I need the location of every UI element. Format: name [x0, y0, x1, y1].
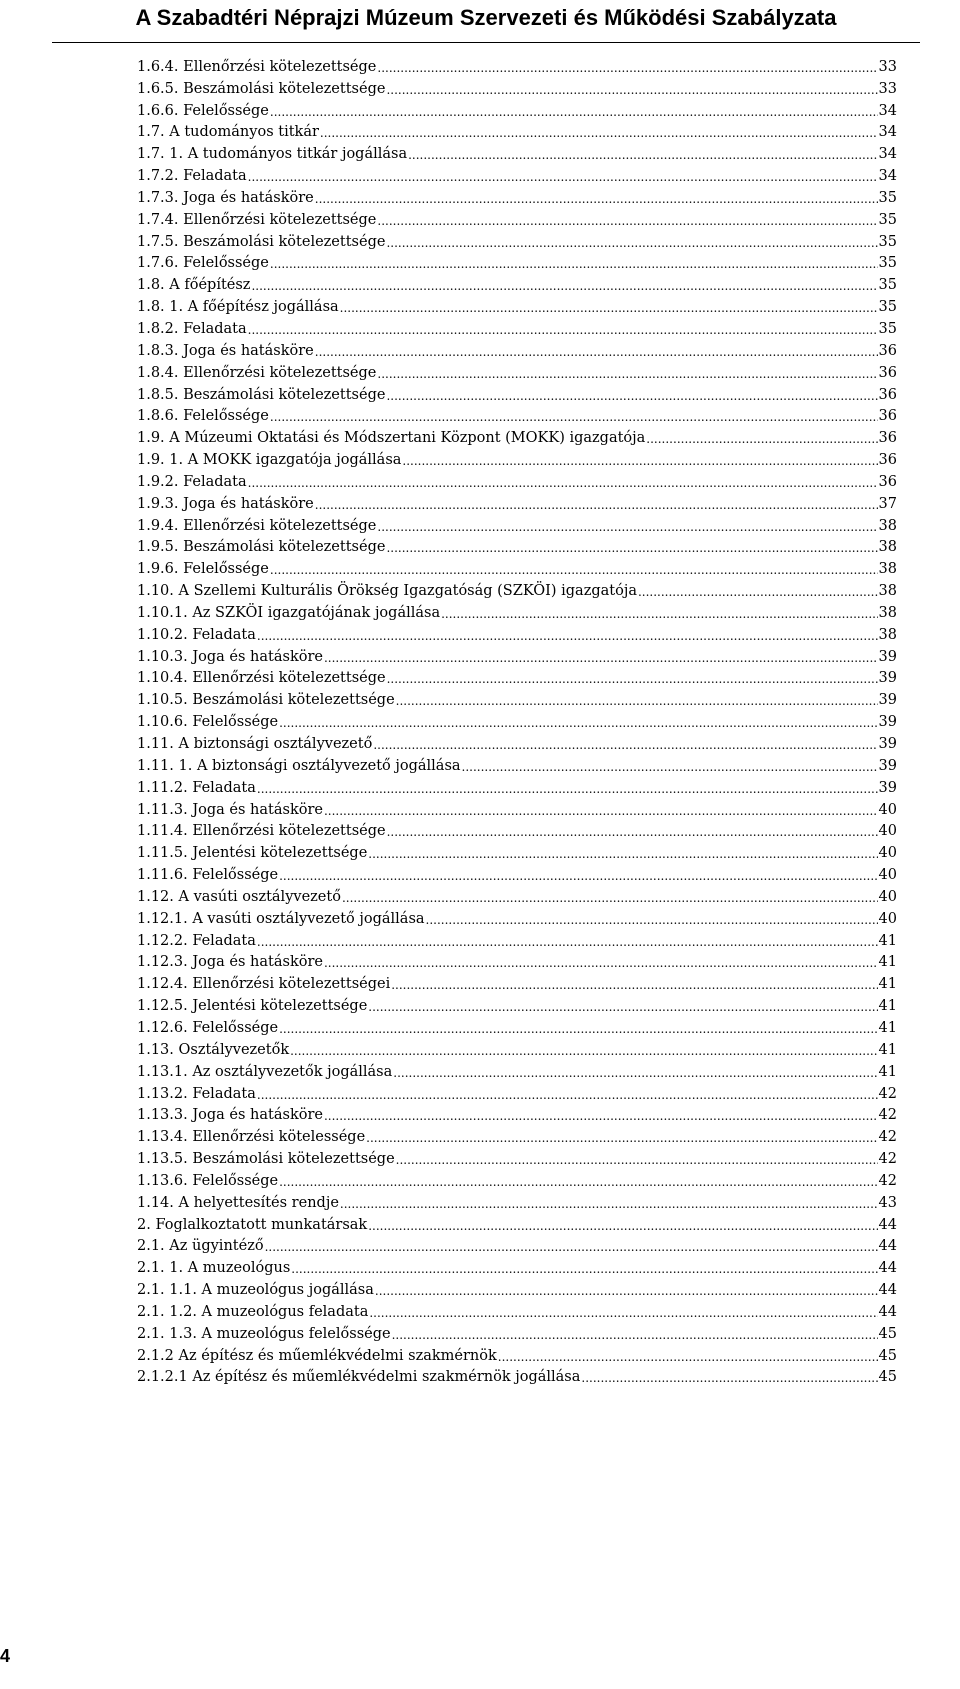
toc-entry-title: 1.13.5. Beszámolási kötelezettsége [137, 1151, 395, 1168]
toc-dot-leader [377, 367, 877, 382]
toc-entry-title: 2.1. 1. A muzeológus [137, 1260, 291, 1277]
toc-entry[interactable] [137, 1343, 897, 1365]
toc-entry-title: 1.11.6. Felelőssége [137, 867, 279, 884]
toc-dot-leader [638, 585, 878, 600]
toc-entry-page: 41 [878, 1041, 897, 1058]
toc-entry-title: 1.11.3. Joga és hatásköre [137, 801, 323, 818]
toc-entry-title: 1.9.3. Joga és hatásköre [137, 495, 314, 512]
toc-entry[interactable] [137, 535, 897, 557]
toc-entry[interactable] [137, 862, 897, 884]
toc-entry-title: 1.9.6. Felelőssége [137, 561, 269, 578]
table-of-contents [137, 54, 897, 1386]
toc-entry[interactable] [137, 1168, 897, 1190]
toc-entry-page: 44 [878, 1260, 897, 1277]
toc-dot-leader [324, 1109, 878, 1124]
toc-entry-page: 35 [878, 189, 897, 206]
toc-dot-leader [320, 126, 878, 141]
toc-entry-page: 38 [878, 626, 897, 643]
toc-entry[interactable] [137, 906, 897, 928]
toc-entry[interactable] [137, 54, 897, 76]
toc-entry-page: 44 [878, 1282, 897, 1299]
toc-entry-title: 1.12.4. Ellenőrzési kötelezettségei [137, 976, 391, 993]
toc-entry-page: 41 [878, 1063, 897, 1080]
toc-dot-leader [315, 345, 878, 360]
toc-entry-page: 42 [878, 1172, 897, 1189]
toc-entry[interactable] [137, 1146, 897, 1168]
toc-entry[interactable] [137, 993, 897, 1015]
toc-entry-title: 2.1.2.1 Az építész és műemlékvédelmi szakmérnök jogállása [137, 1369, 581, 1386]
toc-entry[interactable] [137, 1299, 897, 1321]
toc-entry-page: 41 [878, 998, 897, 1015]
toc-entry-title: 2.1. 1.3. A muzeológus felelőssége [137, 1325, 391, 1342]
toc-dot-leader [402, 454, 877, 469]
toc-entry-title: 1.8.6. Felelőssége [137, 408, 269, 425]
toc-dot-leader [315, 498, 878, 513]
toc-entry-page: 45 [878, 1325, 897, 1342]
toc-dot-leader [581, 1371, 877, 1386]
toc-dot-leader [373, 738, 877, 753]
toc-dot-leader [377, 520, 877, 535]
toc-entry[interactable] [137, 1037, 897, 1059]
toc-entry-page: 41 [878, 976, 897, 993]
toc-entry-title: 1.11. 1. A biztonsági osztályvezető jogállása [137, 757, 461, 774]
toc-entry[interactable] [137, 185, 897, 207]
toc-entry[interactable] [137, 425, 897, 447]
toc-dot-leader [369, 1306, 877, 1321]
toc-dot-leader [386, 83, 877, 98]
toc-entry[interactable] [137, 382, 897, 404]
toc-entry-page: 34 [878, 146, 897, 163]
toc-entry[interactable] [137, 447, 897, 469]
toc-dot-leader [324, 956, 878, 971]
toc-dot-leader [257, 935, 878, 950]
toc-entry-page: 36 [878, 473, 897, 490]
toc-dot-leader [386, 389, 877, 404]
toc-entry-page: 34 [878, 102, 897, 119]
toc-entry-page: 45 [878, 1347, 897, 1364]
toc-entry-title: 1.10.6. Felelőssége [137, 714, 279, 731]
toc-entry[interactable] [137, 622, 897, 644]
toc-dot-leader [441, 607, 877, 622]
toc-entry-title: 1.8.5. Beszámolási kötelezettsége [137, 386, 386, 403]
toc-dot-leader [377, 214, 877, 229]
toc-entry-title: 1.7.3. Joga és hatásköre [137, 189, 314, 206]
toc-entry-page: 44 [878, 1303, 897, 1320]
toc-entry[interactable] [137, 316, 897, 338]
toc-entry-title: 1.7.6. Felelőssége [137, 255, 269, 272]
toc-entry-page: 39 [878, 648, 897, 665]
toc-dot-leader [270, 563, 878, 578]
toc-entry[interactable] [137, 251, 897, 273]
toc-entry-title: 1.10.4. Ellenőrzési kötelezettsége [137, 670, 386, 687]
toc-entry[interactable] [137, 578, 897, 600]
toc-entry-page: 36 [878, 342, 897, 359]
toc-entry[interactable] [137, 207, 897, 229]
toc-dot-leader [368, 1219, 877, 1234]
toc-entry-title: 1.9.5. Beszámolási kötelezettsége [137, 539, 386, 556]
toc-entry-page: 38 [878, 539, 897, 556]
header-rule [52, 42, 920, 43]
toc-entry-title: 1.7. 1. A tudományos titkár jogállása [137, 146, 408, 163]
toc-entry[interactable] [137, 753, 897, 775]
toc-entry-page: 40 [878, 867, 897, 884]
toc-dot-leader [426, 913, 878, 928]
toc-entry[interactable] [137, 666, 897, 688]
toc-entry-page: 41 [878, 932, 897, 949]
toc-entry-page: 39 [878, 757, 897, 774]
toc-dot-leader [257, 782, 878, 797]
toc-entry-title: 1.10.1. Az SZKÖI igazgatójának jogállása [137, 604, 441, 621]
toc-entry-page: 43 [878, 1194, 897, 1211]
toc-entry[interactable] [137, 1255, 897, 1277]
toc-entry-page: 36 [878, 430, 897, 447]
toc-entry[interactable] [137, 1059, 897, 1081]
toc-entry-title: 1.12.5. Jelentési kötelezettsége [137, 998, 368, 1015]
toc-entry-page: 40 [878, 910, 897, 927]
toc-entry-page: 35 [878, 255, 897, 272]
toc-dot-leader [386, 236, 877, 251]
document-title: A Szabadtéri Néprajzi Múzeum Szervezeti és Működési Szabályzata [135, 5, 837, 30]
toc-dot-leader [366, 1131, 877, 1146]
toc-entry-page: 38 [878, 517, 897, 534]
toc-dot-leader [386, 541, 877, 556]
toc-dot-leader [375, 1284, 878, 1299]
toc-entry[interactable] [137, 513, 897, 535]
toc-entry-page: 36 [878, 386, 897, 403]
toc-dot-leader [315, 192, 878, 207]
toc-entry[interactable] [137, 709, 897, 731]
toc-entry-title: 1.11. A biztonsági osztályvezető [137, 736, 373, 752]
toc-entry-title: 1.12. A vasúti osztályvezető [137, 888, 341, 905]
toc-entry-page: 38 [878, 561, 897, 578]
toc-entry[interactable] [137, 491, 897, 513]
toc-dot-leader [377, 61, 877, 76]
toc-dot-leader [265, 1240, 878, 1255]
toc-entry[interactable] [137, 1321, 897, 1343]
toc-entry[interactable] [137, 819, 897, 841]
toc-entry-title: 1.7.2. Feladata [137, 168, 247, 185]
toc-dot-leader [290, 1044, 877, 1059]
toc-entry[interactable] [137, 76, 897, 98]
page-number: 4 [0, 1646, 11, 1666]
toc-dot-leader [498, 1350, 878, 1365]
toc-entry-page: 39 [878, 714, 897, 731]
toc-entry-title: 1.12.6. Felelőssége [137, 1019, 279, 1036]
toc-dot-leader [257, 1088, 878, 1103]
toc-entry-page: 44 [878, 1238, 897, 1255]
toc-entry-title: 2. Foglalkoztatott munkatársak [137, 1216, 368, 1233]
toc-entry-page: 45 [878, 1369, 897, 1386]
toc-entry-title: 1.11.5. Jelentési kötelezettsége [137, 845, 368, 862]
toc-entry[interactable] [137, 1212, 897, 1234]
toc-entry-title: 1.9.4. Ellenőrzési kötelezettsége [137, 517, 377, 534]
toc-entry[interactable] [137, 469, 897, 491]
toc-entry-page: 40 [878, 845, 897, 862]
toc-entry-page: 35 [878, 211, 897, 228]
toc-dot-leader [368, 847, 877, 862]
toc-entry[interactable] [137, 141, 897, 163]
toc-entry-page: 36 [878, 408, 897, 425]
page-header [52, 0, 920, 43]
toc-entry[interactable] [137, 1015, 897, 1037]
toc-entry-title: 1.10. A Szellemi Kulturális Örökség Igazgatóság (SZKÖI) igazgatója [137, 583, 637, 600]
toc-dot-leader [392, 1328, 878, 1343]
toc-entry-page: 42 [878, 1151, 897, 1168]
toc-dot-leader [257, 629, 878, 644]
toc-entry-page: 34 [878, 124, 897, 141]
toc-dot-leader [324, 651, 878, 666]
toc-entry[interactable] [137, 120, 897, 142]
toc-entry[interactable] [137, 644, 897, 666]
toc-dot-leader [270, 105, 878, 120]
toc-entry[interactable] [137, 163, 897, 185]
toc-entry[interactable] [137, 884, 897, 906]
toc-entry-title: 1.10.5. Beszámolási kötelezettsége [137, 692, 395, 709]
toc-entry-page: 35 [878, 277, 897, 294]
toc-entry-title: 1.9. 1. A MOKK igazgatója jogállása [137, 452, 402, 469]
toc-dot-leader [408, 148, 877, 163]
toc-entry[interactable] [137, 1124, 897, 1146]
toc-entry-page: 35 [878, 299, 897, 316]
toc-dot-leader [279, 1022, 877, 1037]
toc-entry[interactable] [137, 775, 897, 797]
toc-entry[interactable] [137, 950, 897, 972]
toc-entry-page: 37 [878, 495, 897, 512]
toc-entry[interactable] [137, 1234, 897, 1256]
toc-entry-title: 1.13.2. Feladata [137, 1085, 256, 1102]
toc-entry-title: 1.13.3. Joga és hatásköre [137, 1107, 323, 1124]
toc-entry-title: 1.8.3. Joga és hatásköre [137, 342, 314, 359]
toc-dot-leader [248, 323, 878, 338]
toc-dot-leader [248, 170, 878, 185]
toc-entry[interactable] [137, 928, 897, 950]
toc-entry-title: 2.1. 1.1. A muzeológus jogállása [137, 1282, 374, 1299]
toc-dot-leader [248, 476, 878, 491]
toc-entry-title: 1.13.4. Ellenőrzési kötelessége [137, 1129, 366, 1146]
toc-entry-title: 1.7.4. Ellenőrzési kötelezettsége [137, 211, 377, 228]
toc-dot-leader [340, 1197, 878, 1212]
toc-entry-page: 36 [878, 364, 897, 381]
toc-dot-leader [396, 694, 878, 709]
toc-dot-leader [291, 1262, 877, 1277]
toc-entry-page: 41 [878, 1019, 897, 1036]
toc-dot-leader [342, 891, 878, 906]
toc-entry-page: 34 [878, 168, 897, 185]
toc-dot-leader [387, 825, 878, 840]
toc-entry[interactable] [137, 797, 897, 819]
toc-entry-title: 2.1. Az ügyintéző [137, 1238, 264, 1255]
toc-dot-leader [396, 1153, 878, 1168]
toc-entry[interactable] [137, 556, 897, 578]
toc-dot-leader [279, 716, 877, 731]
toc-entry-title: 1.12.2. Feladata [137, 932, 256, 949]
toc-dot-leader [324, 804, 878, 819]
toc-entry-title: 1.6.4. Ellenőrzési kötelezettsége [137, 58, 377, 75]
toc-entry-title: 1.7.5. Beszámolási kötelezettsége [137, 233, 386, 250]
toc-entry-title: 1.10.3. Joga és hatásköre [137, 648, 323, 665]
toc-dot-leader [368, 1000, 877, 1015]
toc-entry[interactable] [137, 98, 897, 120]
toc-entry-title: 1.10.2. Feladata [137, 626, 256, 643]
toc-entry-page: 42 [878, 1085, 897, 1102]
toc-entry-title: 1.11.4. Ellenőrzési kötelezettsége [137, 823, 386, 840]
toc-entry-page: 39 [878, 736, 897, 752]
toc-entry-title: 1.7. A tudományos titkár [137, 124, 319, 141]
toc-dot-leader [646, 432, 877, 447]
toc-dot-leader [340, 301, 878, 316]
toc-entry[interactable] [137, 272, 897, 294]
toc-entry[interactable] [137, 1103, 897, 1125]
toc-entry-page: 41 [878, 954, 897, 971]
toc-dot-leader [251, 279, 877, 294]
toc-dot-leader [391, 978, 877, 993]
toc-entry-title: 1.13. Osztályvezetők [137, 1041, 290, 1058]
toc-entry-title: 1.13.6. Felelőssége [137, 1172, 279, 1189]
toc-entry-title: 1.6.5. Beszámolási kötelezettsége [137, 80, 386, 97]
toc-entry-title: 2.1. 1.2. A muzeológus feladata [137, 1303, 369, 1320]
toc-entry-page: 39 [878, 692, 897, 709]
toc-entry-page: 40 [878, 823, 897, 840]
toc-dot-leader [279, 1175, 877, 1190]
toc-entry-title: 1.6.6. Felelőssége [137, 102, 269, 119]
toc-dot-leader [279, 869, 877, 884]
toc-entry-title: 1.9.2. Feladata [137, 473, 247, 490]
toc-entry[interactable] [137, 731, 897, 753]
toc-entry-title: 2.1.2 Az építész és műemlékvédelmi szakmérnök [137, 1347, 497, 1364]
toc-entry-page: 42 [878, 1129, 897, 1146]
toc-entry-title: 1.8. 1. A főépítész jogállása [137, 299, 339, 316]
toc-entry[interactable] [137, 229, 897, 251]
toc-entry-page: 40 [878, 888, 897, 905]
toc-entry[interactable] [137, 1365, 897, 1387]
toc-entry-page: 35 [878, 320, 897, 337]
toc-entry-page: 44 [878, 1216, 897, 1233]
toc-entry[interactable] [137, 360, 897, 382]
toc-entry-title: 1.9. A Múzeumi Oktatási és Módszertani Központ (MOKK) igazgatója [137, 430, 646, 447]
toc-entry-title: 1.8.4. Ellenőrzési kötelezettsége [137, 364, 377, 381]
toc-entry[interactable] [137, 404, 897, 426]
toc-entry[interactable] [137, 1081, 897, 1103]
toc-entry-title: 1.8. A főépítész [137, 277, 251, 294]
toc-entry[interactable] [137, 294, 897, 316]
toc-entry-title: 1.11.2. Feladata [137, 779, 256, 796]
toc-entry-page: 35 [878, 233, 897, 250]
toc-entry[interactable] [137, 600, 897, 622]
toc-entry-title: 1.14. A helyettesítés rendje [137, 1194, 339, 1211]
toc-entry-page: 42 [878, 1107, 897, 1124]
toc-dot-leader [462, 760, 878, 775]
toc-entry-page: 33 [878, 58, 897, 75]
toc-dot-leader [393, 1066, 877, 1081]
toc-entry-title: 1.12.1. A vasúti osztályvezető jogállása [137, 910, 425, 927]
toc-entry[interactable] [137, 687, 897, 709]
toc-entry-page: 38 [878, 583, 897, 600]
toc-entry[interactable] [137, 971, 897, 993]
toc-entry[interactable] [137, 840, 897, 862]
toc-entry-title: 1.8.2. Feladata [137, 320, 247, 337]
toc-entry-title: 1.12.3. Joga és hatásköre [137, 954, 323, 971]
toc-entry-page: 39 [878, 779, 897, 796]
toc-entry-page: 40 [878, 801, 897, 818]
toc-entry[interactable] [137, 1190, 897, 1212]
toc-entry[interactable] [137, 338, 897, 360]
toc-entry-title: 1.13.1. Az osztályvezetők jogállása [137, 1063, 393, 1080]
toc-entry-page: 39 [878, 670, 897, 687]
toc-dot-leader [270, 257, 878, 272]
toc-dot-leader [387, 672, 878, 687]
toc-entry[interactable] [137, 1277, 897, 1299]
toc-entry-page: 38 [878, 604, 897, 621]
toc-entry-page: 33 [878, 80, 897, 97]
toc-dot-leader [270, 410, 878, 425]
toc-entry-page: 36 [878, 452, 897, 469]
